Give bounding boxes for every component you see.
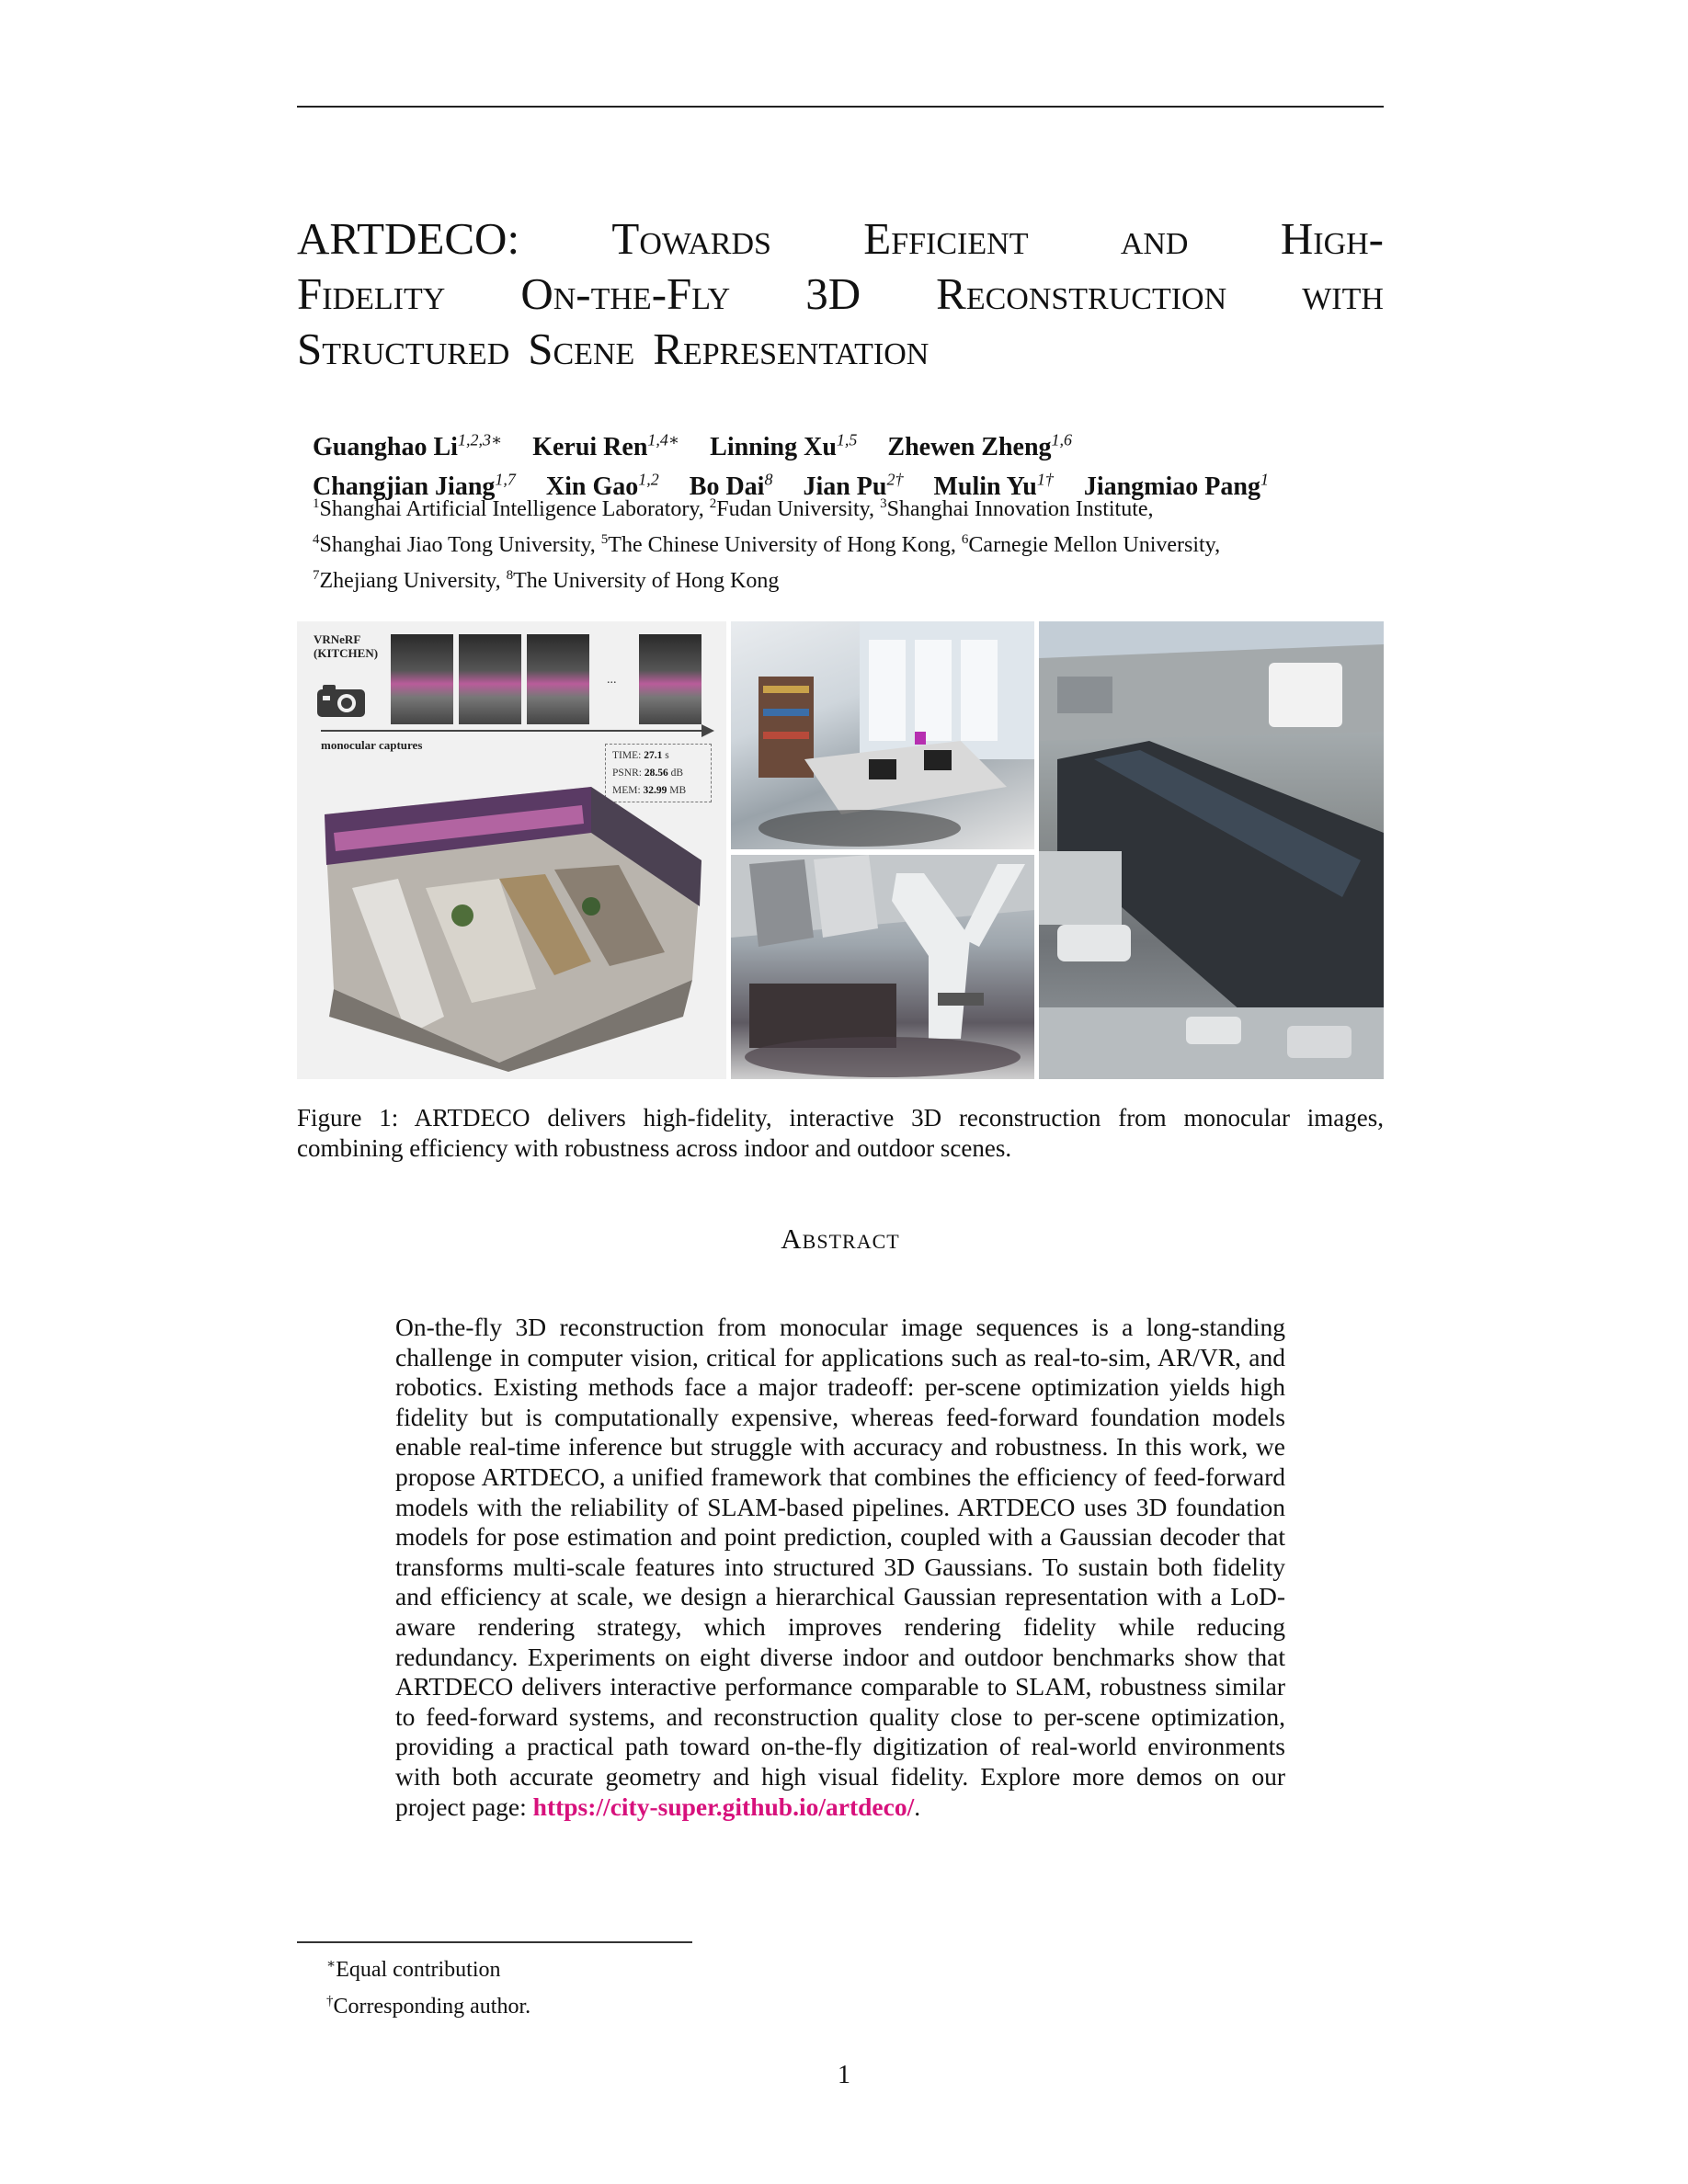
- capture-frame: [639, 634, 701, 724]
- title-word: with: [1302, 268, 1384, 319]
- affiliation-line-1: $^1$Shanghai Artificial Intelligence Laboratory, $^2$Fudan University, $^3$Shanghai Innovation Institute,: [313, 496, 1154, 521]
- figure-caption: Figure 1: ARTDECO delivers high-fidelity, interactive 3D reconstruction from monocular images, combining efficiency with robustness across indoor and outdoor scenes.: [297, 1104, 1384, 1162]
- office-reconstruction-panel: [731, 621, 1034, 849]
- title-word: Representation: [653, 324, 930, 374]
- title-word: and: [1120, 213, 1189, 264]
- psnr-stat: PSNR: 28.56 dB: [612, 768, 684, 779]
- camera-icon: [315, 682, 367, 719]
- capture-arrowhead: [701, 724, 714, 737]
- title-word: Efficient: [863, 213, 1029, 264]
- affiliation-line-2: $^4$Shanghai Jiao Tong University, $^5$The Chinese University of Hong Kong, $^6$Carnegie Mellon University,: [313, 532, 1221, 557]
- mem-stat: MEM: 32.99 MB: [612, 785, 687, 796]
- time-stat: TIME: 27.1 s: [612, 750, 669, 761]
- title-line-1: [297, 211, 1384, 267]
- abstract-period: .: [914, 1792, 921, 1821]
- title-word: High-: [1280, 213, 1384, 264]
- page-number: 1: [838, 2061, 850, 2089]
- affiliations: [313, 489, 1379, 597]
- title-word: Reconstruction: [936, 268, 1227, 319]
- footnotes: [326, 1949, 530, 2022]
- author: Changjian Jiang$^{1,7}$: [313, 470, 516, 501]
- author: Bo Dai$^8$: [689, 470, 773, 501]
- street-3d-render: [1039, 621, 1384, 1079]
- building-3d-render: [731, 855, 1034, 1079]
- title-line-2: [297, 267, 1384, 322]
- figure-1: [297, 621, 1384, 1079]
- title-word: On-the-Fly: [520, 268, 731, 319]
- footnote-rule: [297, 1941, 692, 1943]
- capture-arrow: [321, 730, 707, 732]
- author: Guanghao $Li^{1,2,3∗}$: [313, 431, 503, 462]
- title-word: 3D: [805, 268, 861, 319]
- author: Jiangmiao Pang$^1$: [1083, 470, 1269, 501]
- kitchen-3d-render: [315, 778, 711, 1072]
- footnote-equal-contribution: ∗Equal contribution: [326, 1957, 501, 1982]
- captures-label: monocular captures: [321, 738, 423, 752]
- affiliation-line-3: $^7$Zhejiang University, $^8$The University of Hong Kong: [313, 568, 780, 593]
- capture-frame: [527, 634, 589, 724]
- title-word: Scene: [528, 324, 635, 374]
- office-3d-render: [731, 621, 1034, 849]
- abstract-heading: Abstract: [781, 1223, 900, 1255]
- abstract-text: On-the-fly 3D reconstruction from monocular image sequences is a long-standing challenge in computer vision, critical for applications such as real-to-sim, AR/VR, and robotics. Existing methods face a major tradeoff: per-scene optimization yields high fidelity but is computationally expensive, whereas feed-forward foundation models enable real-time inference but struggle with accuracy and robustness. In this work, we propose ARTDECO, a unified framework that combines the efficiency of feed-forward models with the reliability of SLAM-based pipelines. ARTDECO uses 3D foundation models for pose estimation and point prediction, coupled with a Gaussian decoder that transforms multi-scale features into structured 3D Gaussians. To sustain both fidelity and efficiency at scale, we design a hierarchical Gaussian representation with a LoD-aware rendering strategy, which improves rendering fidelity while reducing redundancy. Experiments on eight diverse indoor and outdoor benchmarks show that ARTDECO delivers interactive performance comparable to SLAM, robustness similar to feed-forward systems, and reconstruction quality close to per-scene optimization, providing a practical path toward on-the-fly digitization of real-world environments with both accurate geometry and high visual fidelity. Explore more demos on our project page:: [395, 1313, 1285, 1821]
- title-word: Fidelity: [297, 268, 446, 319]
- title-word: Structured: [297, 324, 510, 374]
- author: Xin Gao$^{1,2}$: [545, 470, 659, 501]
- author: Linning Xu$^{1,5}$: [710, 431, 858, 462]
- footnote-corresponding-author: †Corresponding author.: [326, 1994, 531, 2019]
- dataset-sublabel: (KITCHEN): [314, 646, 379, 660]
- title-word: ARTDECO:: [297, 213, 520, 264]
- author: Zhewen Zheng$^{1,6}$: [887, 431, 1073, 462]
- dataset-label: VRNeRF: [314, 632, 361, 646]
- street-reconstruction-panel: [1039, 621, 1384, 1079]
- capture-frame: [391, 634, 453, 724]
- author: Jian $Pu^{2\dagger}$: [803, 470, 904, 501]
- frames-ellipsis: ...: [607, 673, 617, 687]
- author: Kerui Ren$^{1,4∗}$: [532, 431, 680, 462]
- title-word: Towards: [611, 213, 771, 264]
- top-rule: [297, 106, 1384, 108]
- kitchen-reconstruction-panel: [297, 621, 726, 1079]
- project-page-link[interactable]: https://city-super.github.io/artdeco/: [532, 1792, 915, 1821]
- capture-frame: [459, 634, 521, 724]
- building-reconstruction-panel: [731, 855, 1034, 1079]
- title-line-3: [297, 322, 1384, 377]
- paper-title: [297, 211, 1384, 377]
- author: Mulin $Yu^{1\dagger}$: [933, 470, 1054, 501]
- abstract-body: [395, 1313, 1285, 1822]
- author-row-1: [313, 425, 1379, 463]
